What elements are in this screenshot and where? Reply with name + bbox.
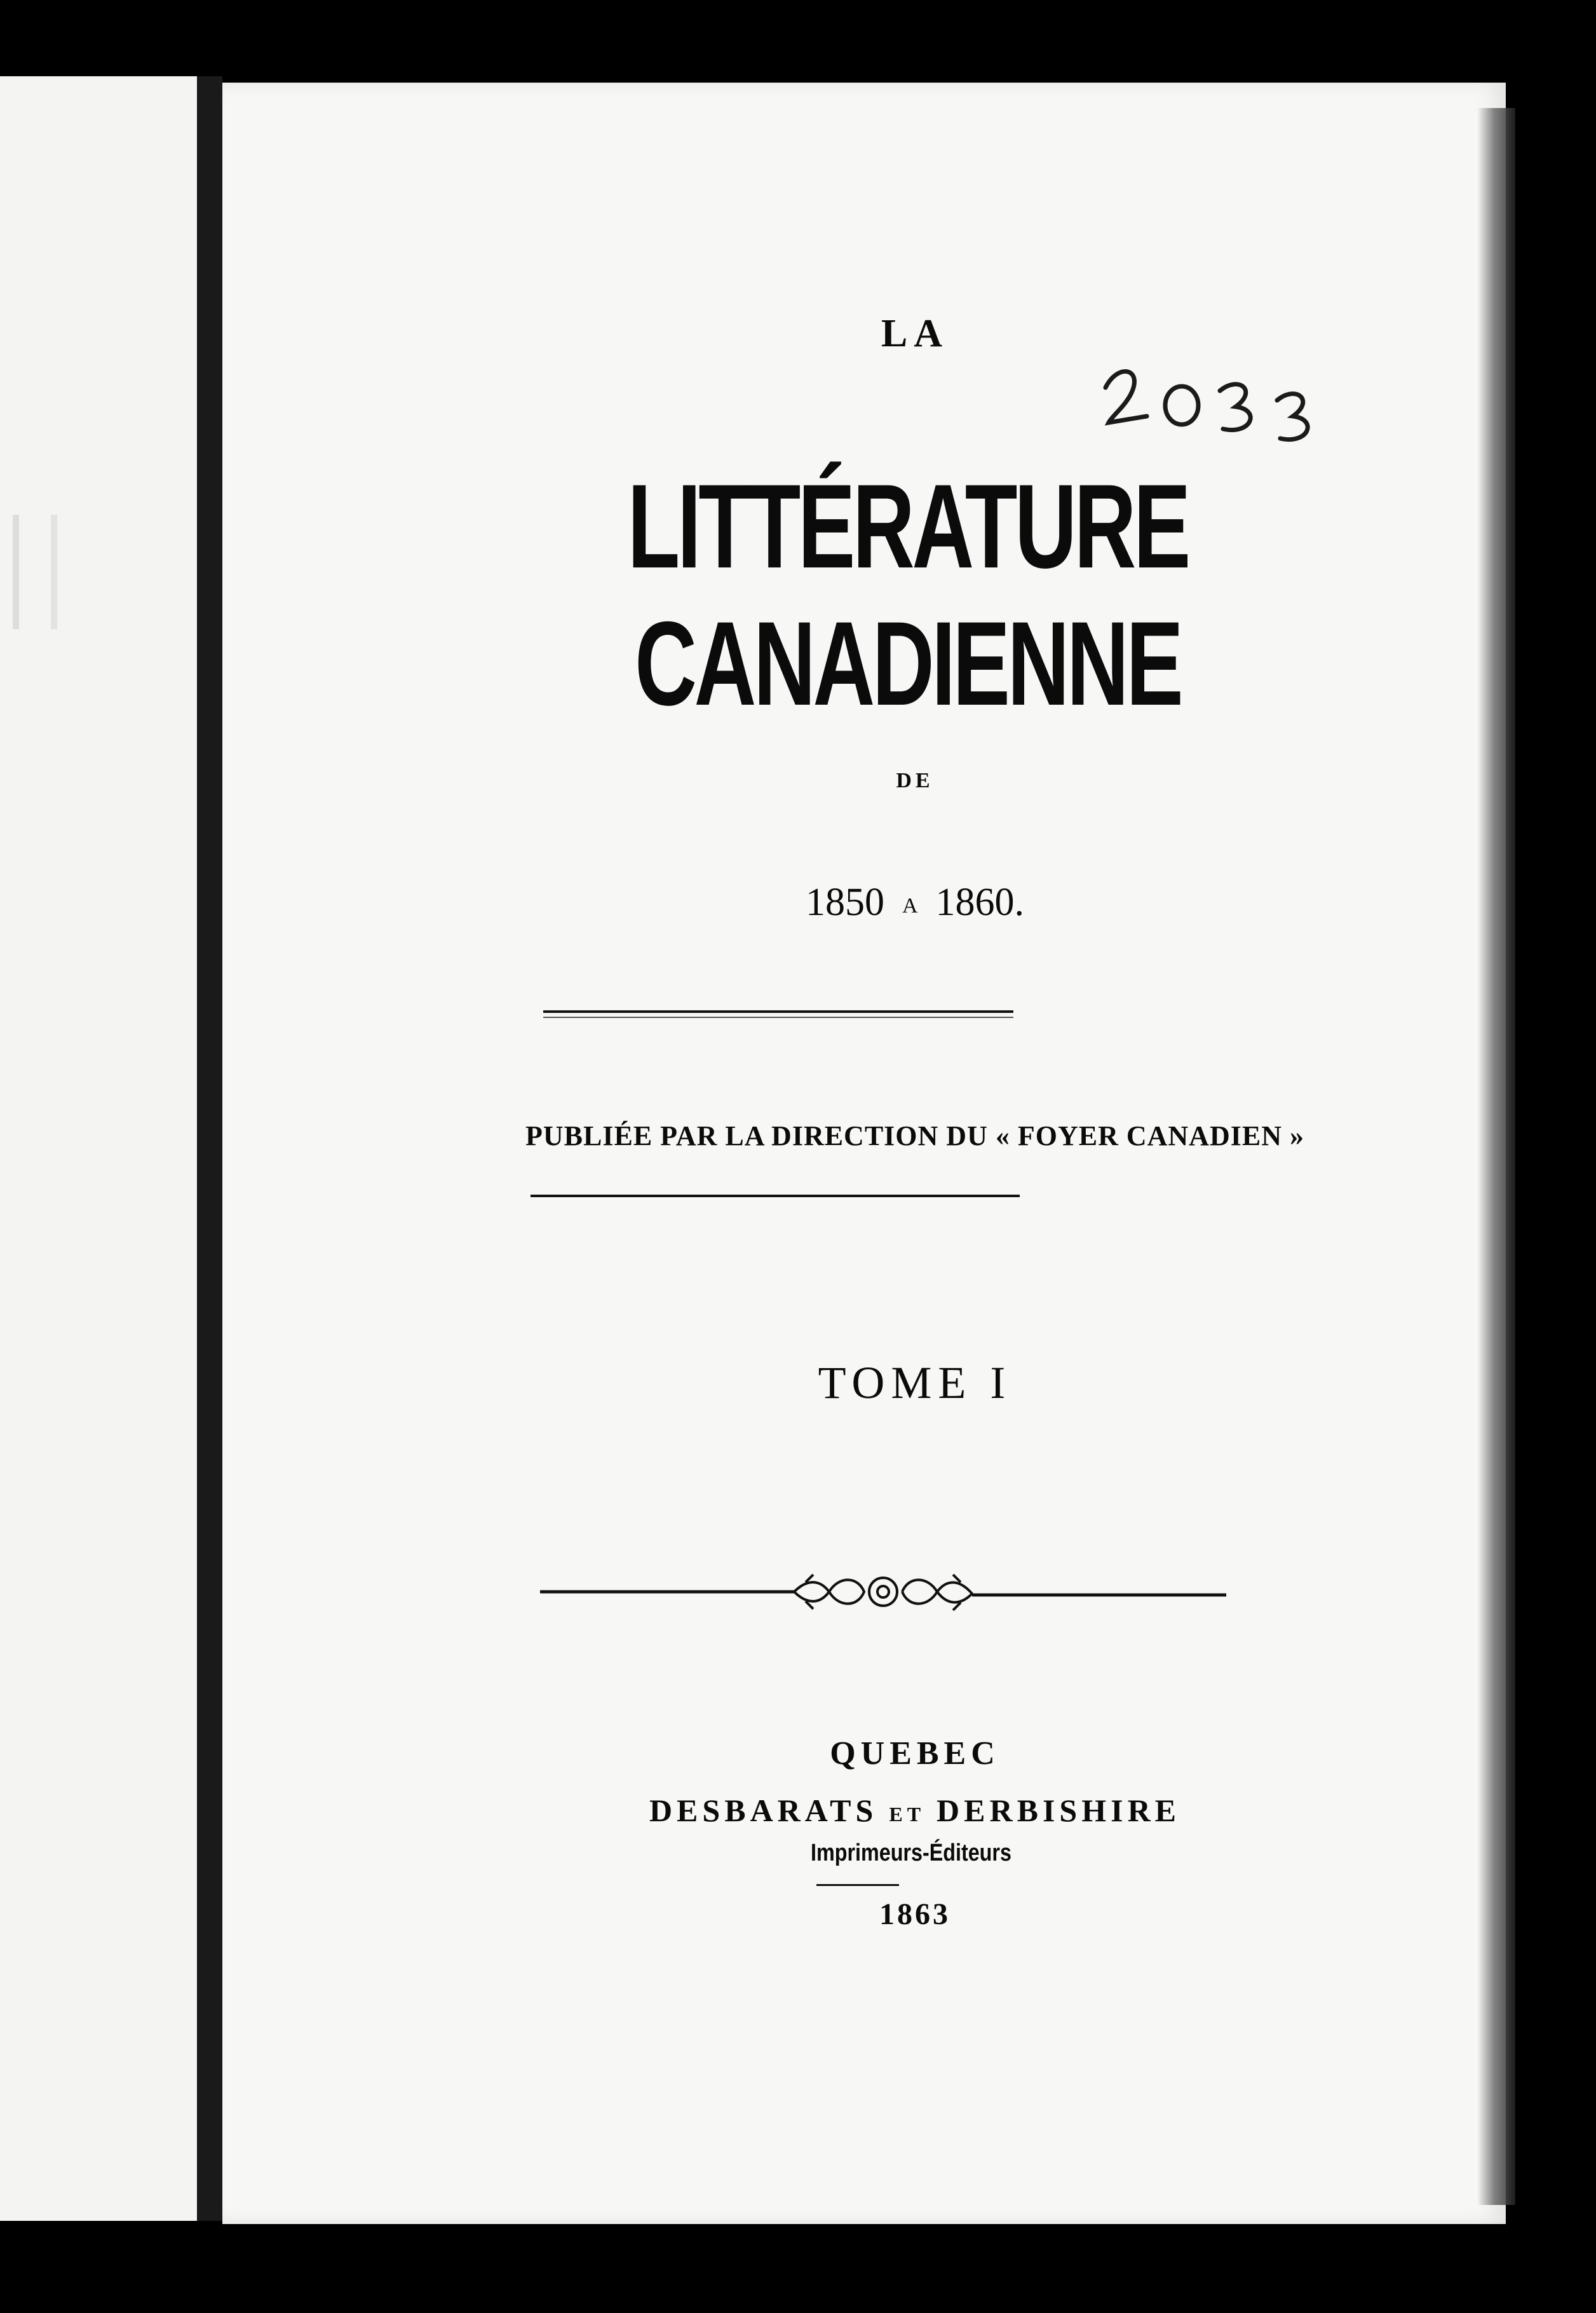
book-gutter (197, 76, 222, 2221)
rule-top (543, 1010, 1013, 1013)
title-page (222, 83, 1506, 2224)
handwritten-number (1093, 356, 1334, 451)
imprint-role: Imprimeurs-Éditeurs (811, 1840, 1011, 1866)
publisher-note: PUBLIÉE PAR LA DIRECTION DU « FOYER CANADIEN » (525, 1120, 1304, 1151)
publisher-et: ET (889, 1803, 926, 1826)
title-la: LA (881, 312, 949, 355)
ornament-divider (540, 1563, 1226, 1620)
page-right-edge (1477, 108, 1515, 2205)
year-start: 1850 (805, 881, 884, 924)
rule-lower-final (531, 1195, 1020, 1197)
title-de: DE (896, 769, 934, 792)
left-facing-page (0, 76, 197, 2221)
publisher-first: DESBARATS (649, 1793, 878, 1828)
imprint-city: QUEBEC (830, 1735, 1000, 1772)
rule-top-thin (543, 1017, 1013, 1018)
volume-label: TOME I (818, 1357, 1012, 1408)
imprint-publisher (222, 1792, 1557, 1829)
imprint-year: 1863 (879, 1897, 950, 1931)
rule-imprint (816, 1884, 899, 1886)
year-end: 1860. (935, 881, 1025, 924)
title-years (222, 880, 1557, 925)
main-title: LITTÉRATURE CANADIENNE (627, 459, 1188, 730)
publisher-last: DERBISHIRE (937, 1793, 1181, 1828)
left-page-edge-mark (13, 515, 57, 629)
year-separator: A (902, 894, 918, 918)
